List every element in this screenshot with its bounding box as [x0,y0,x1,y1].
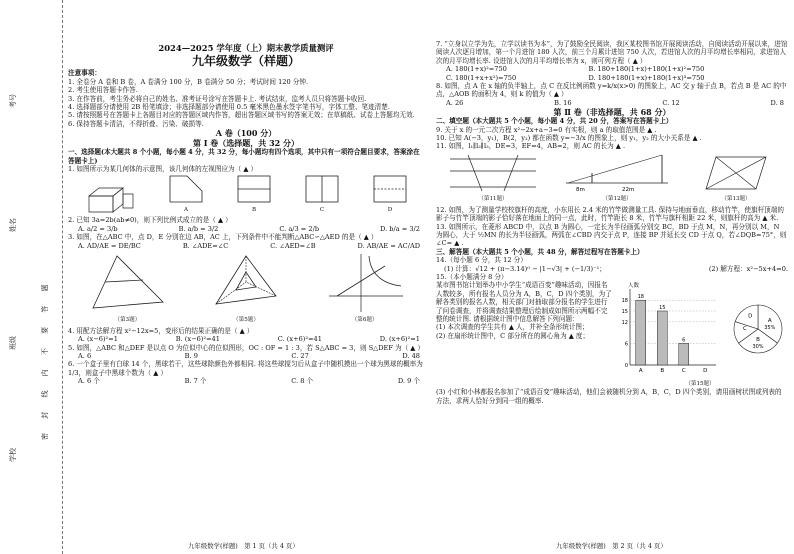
q11-q13-figures [436,153,788,204]
q8-option-a[interactable]: A. 26 [446,98,464,107]
q1-option-label: D [387,206,393,213]
fill-section-intro: 二、填空题（本大题共 5 个小题，每小题 4 分，共 20 分，答案写在答题卡上） [436,117,673,126]
q4-option-a[interactable]: A. (x−6)²=1 [78,335,118,344]
page-1 [68,0,424,554]
notice-list [68,78,424,128]
q7-option-a[interactable]: A. 180(1+x)²=750 [446,65,507,74]
q4-options [78,335,420,343]
choice-section-intro: 一、选择题(本大题共 8 个小题，每小题 4 分，共 32 分，每小题均有四个选项，其中只有一项符合题目要求，答案涂在答题卡上) [68,148,420,165]
q14-parts [444,265,788,273]
bar-category-label: C [681,368,686,375]
page-1-footer: 九年级数学(样题) 第 1 页（共 4 页） [188,541,299,550]
bar-category-label: B [660,368,665,375]
question-12: 12. 如图，为了测量学校校旗杆的高度，小东用长 2.4 米的竹竿做测量工具. 保持与地面垂直，移动竹竿，使旗杆顶端的影子与竹竿顶端的影子恰好落在地面上的同一点，此时，竹竿距长 8 米，竹竿与旗杆相距 22 米，则旗杆的高为 ▲ 米. [436,205,784,223]
q7-option-c[interactable]: C. 180(1+x+x²)=750 [446,73,517,82]
exam-title: 2024—2025 学年度（上）期末教学质量测评 [158,43,334,53]
q1-solid-figure [85,184,135,214]
q4-option-c[interactable]: C. (x+6)²=41 [277,335,322,344]
binding-warning: 密 封 线 内 不 要 答 题 [41,278,49,440]
volume-a-title: A 卷（100 分） [215,128,277,139]
notice-item: 1. 全卷分 A 卷和 B 卷，A 卷满分 100 分，B 卷满分 50 分；考试时间 120 分钟. [68,77,309,86]
question-10: 10. 已知 A(−3，y₁)，B(2，y₂) 都在函数 y=−3/x 的图象上，则 y₁，y₂ 的大小关系是 ▲ . [436,134,702,143]
figure-caption: （第12题） [602,196,632,203]
q7-options [446,65,788,82]
q1-view-b [237,175,271,203]
q12-label-8m: 8m [576,186,585,193]
q14-part-1: (1) 计算：√12 + (π−3.14)⁰ − |1−√3| + (−1/3)⁻¹； [444,264,606,273]
q1-view-c [305,175,339,203]
question-5: 5. 如图，△ABC 和△DEF 是以点 O 为位似中心的位似图形，OC : OF = 1 : 3，若 S△ABC = 3，则 S△DEF 为（ ▲ ） [68,343,425,352]
q7-option-b[interactable]: B. 180+180(1+x)+180(1+x)²=750 [588,65,705,74]
q1-option-label: B [251,206,257,213]
exam-subject: 九年级数学（样题） [191,54,300,69]
q15-body [436,281,788,388]
q15-text-block [436,281,612,388]
question-3: 3. 如图，在△ABC 中，点 D，E 分别在边 AB，AC 上，下列条件中不能判断△ABC∽△AED 的是（ ▲ ） [68,233,378,242]
q6-option-d[interactable]: D. 9 个 [397,377,420,386]
q12-label-22m: 22m [622,186,635,193]
q4-option-b[interactable]: B. (x−6)²=41 [175,335,220,344]
q5-option-c[interactable]: C. 27 [291,351,309,360]
notice-title: 注意事项： [68,69,101,78]
figure-q3 [87,252,167,325]
q2-option-d[interactable]: D. b/a = 3/2 [380,224,420,233]
q12-flagpole-figure [562,153,672,193]
bar-category-label: D [703,368,708,375]
q15-pie-chart [734,305,782,353]
figure-caption: （第6题） [351,317,378,324]
bar-y-tick-label: 0 [624,363,628,370]
pie-slice-label: C [743,326,747,333]
q8-option-d[interactable]: D. 8 [770,98,784,107]
binding-strip [0,0,63,554]
q1-option-label: C [319,206,325,213]
q15-part-1: (1) 本次调查的学生共有 ▲ 人，并补全条形统计图； [436,323,589,332]
notice-item: 5. 请按照题号在答题卡上各题目对应的答题区域内作答，超出答题区域书写的答案无效；在草稿纸、试卷上答题均无效. [68,111,415,120]
question-2: 2. 已知 3a=2b(ab≠0)，则下列比例式成立的是（ ▲ ） [68,216,232,225]
q4-option-d[interactable]: D. (x+6)²=1 [379,335,420,344]
page-2 [436,0,788,554]
notice-item: 6. 保持答题卡清洁，不得折叠、污染、破损等. [68,119,204,128]
pie-slice-label: B [756,337,760,344]
pie-slice-label: D [748,313,753,320]
q1-option-c[interactable] [305,175,339,214]
q11-parallel-lines-figure [448,153,538,193]
binding-label-class: 班级 [9,336,17,350]
question-7: 7. “立身以立学为先，立学以读书为本”，为了鼓励全民阅读，我区某校图书馆开展阅读活动，自阅读活动开展以来，进馆阅读人次逐月增加，第一个月进馆 180 人次，前三个月累计进馆 750 人次，若进馆人次的月平均增长率相同，求进馆人次的月平均增长率. 设进馆人次的月平均增长率为 x，则可列方程（ ▲ ） [436,40,788,65]
q1-figures [68,175,424,214]
q6-options [78,377,420,385]
bar-mark [657,311,667,365]
page-2-footer: 九年级数学(样题) 第 2 页（共 4 页） [556,541,667,550]
q15-charts [612,281,788,388]
q3-option-b[interactable]: B. ∠ADE=∠C [182,241,229,250]
q1-view-d [373,175,407,203]
q3-option-a[interactable]: A. AD/AE = DE/BC [78,241,141,250]
question-13: 13. 如图所示，在菱形 ABCD 中，以点 B 为圆心，一定长为半径画弧分别交 BC，BD 于点 M，N，再分别以 M，N 为圆心，大于 ½MN 的长为半径画弧，两弧在∠CBD 内交于点 P，连接 BP 并延长交 CD 于点 Q，若∠DQB=75°，则∠C= ▲ . [436,222,787,248]
q5-option-b[interactable]: B. 9 [184,351,198,360]
q13-rhombus-figure [696,153,776,193]
q2-option-c[interactable]: C. a/3 = 2/b [279,224,320,233]
q15-part-3: (3) 小红和小林都报名参加了“成语百变”趣味活动，他们会被随机分到 A，B，C，D 四个类别，请用画树状图或列表的方法，求两人恰好分到同一组的概率. [436,388,782,405]
q3-triangle-figure [87,252,167,314]
q7-option-d[interactable]: D. 180+180(1+x)+180(1+x)³=750 [588,73,705,82]
figure-caption: （第3题） [114,317,141,324]
pie-percent-label: 35% [764,325,776,332]
question-11: 11. 如图，l₁∥l₂∥l₃，DE=3，EF=4，AB=2，则 AC 的长为 ▲ . [436,142,626,151]
q1-option-a[interactable] [169,175,203,214]
figure-q5 [206,252,286,325]
chart-caption: （第15题） [685,380,715,387]
question-1: 1. 如图所示为某几何体的示意图，该几何体的左视图应为（ ▲ ） [68,165,258,174]
q8-option-c[interactable]: C. 12 [662,98,680,107]
q1-option-label: A [183,206,189,213]
q1-option-b[interactable] [237,175,271,214]
q2-options [78,225,420,233]
bar-y-axis-label: 人数 [628,283,640,290]
part-2-title: 第 Ⅱ 卷（非选择题，共 68 分） [553,107,671,118]
question-14: 14.（每小题 6 分，共 12 分） [436,256,527,265]
q6-option-b[interactable]: B. 7 个 [184,377,207,386]
bar-data-label: 18 [637,294,644,301]
q5-similar-triangles-figure [206,252,286,314]
q1-view-a [169,175,203,203]
pie-slice-label: A [767,318,772,325]
binding-label-school: 学校 [9,448,17,462]
q2-option-a[interactable]: A. a/2 = 3/b [78,224,118,233]
bar-mark [636,301,646,366]
figure-q6 [325,252,405,325]
q15-bar-chart [622,281,716,374]
q6-option-c[interactable]: C. 8 个 [291,377,314,386]
q15-part-2: (2) 在扇形统计图中，C 部分所在的圆心角为 ▲ 度； [436,331,590,340]
q3-q5-q6-figures [68,252,424,325]
notice-item: 3. 在作答前，考生务必将自己的姓名、准考证号涂写在答题卡上. 考试结束，监考人员只将答题卡收回. [68,94,367,103]
binding-label-name: 姓名 [9,218,17,232]
q3-option-c[interactable]: C. ∠AED=∠B [270,241,316,250]
q8-options [446,99,784,107]
figure-q11 [448,153,538,204]
q14-part-2: (2) 解方程：x²−5x+4=0. [708,264,788,273]
q6-coordinate-figure [325,252,405,314]
q3-options [78,242,420,250]
question-15: 15.（本小题满分 8 分） [436,272,508,281]
bar-mark [679,344,689,366]
bar-y-tick-label: 6 [624,341,628,348]
q8-option-b[interactable]: B. 16 [554,98,572,107]
question-4: 4. 用配方法解方程 x²−12x=5，变形后的结果正确的是（ ▲ ） [68,326,254,335]
bar-data-label: 6 [682,337,686,344]
bar-y-tick-label: 18 [621,298,628,305]
q1-option-d[interactable] [373,175,407,214]
q5-option-a[interactable]: A. 6 [78,351,92,360]
figure-caption: （第11题） [478,196,508,203]
q15-stem: 某市图书馆计划举办中小学生“成语百变”趣味活动，因报名人数较多，所有报名人员分为 A，B，C，D 四个类别，为了解各类别的报名人数，相关部门对抽取部分报名的学生进行了问卷调查，并将调查结果整理后绘制成如图所示两幅不完整的统计图. 请根据统计图中信息解答下列问题： [436,281,612,323]
bar-category-label: A [638,368,643,375]
q15-statistics-charts [612,281,788,377]
question-8: 8. 如图，点 A 在 x 轴的负半轴上，点 C 在反比例函数 y=k/x(x>0) 的图象上，AC 交 y 轴于点 B，若点 B 是 AC 的中点，△AOB 的面积为 4，则 k 的值为（ ▲ ） [436,82,787,99]
q2-option-b[interactable]: B. a/b = 3/2 [178,224,219,233]
bar-data-label: 15 [659,305,666,312]
figure-q12 [562,153,672,204]
question-9: 9. 关于 x 的一元二次方程 x²−2x+a−3=0 有实根，则 a 的取值范围是 ▲ . [436,125,657,134]
figure-caption: （第5题） [233,317,259,324]
q5-option-d[interactable]: D. 48 [402,351,420,360]
question-6: 6. 一个盒子里有白球 14 个，黑球若干，这些球除颜色外都相同. 将这些球搅匀后从盒子中随机摸出一个球为黑球的概率为 1/3，则盒子中黑球个数为（ ▲ ） [68,360,423,377]
solve-section-intro: 三、解答题（本大题共 5 个小题，共 48 分，解答过程写在答题卡上） [436,247,644,256]
q6-option-a[interactable]: A. 6 个 [78,377,100,386]
binding-label-exam-number: 考号 [9,94,17,108]
bar-y-tick-label: 15 [621,309,628,316]
q3-option-d[interactable]: D. AB/AE = AC/AD [357,241,420,250]
part-1-title: 第 Ⅰ 卷（选择题，共 32 分） [192,138,299,149]
notice-item: 2. 考生使用答题卡作答. [68,86,138,95]
pie-percent-label: 30% [752,344,764,351]
figure-q13 [696,153,776,204]
notice-item: 4. 选择题部分请使用 2B 铅笔填涂；非选择题部分请使用 0.5 毫米黑色墨水签字笔书写，字体工整、笔迹清楚. [68,103,390,112]
figure-caption: （第13题） [721,196,751,203]
bar-y-tick-label: 12 [621,320,628,327]
